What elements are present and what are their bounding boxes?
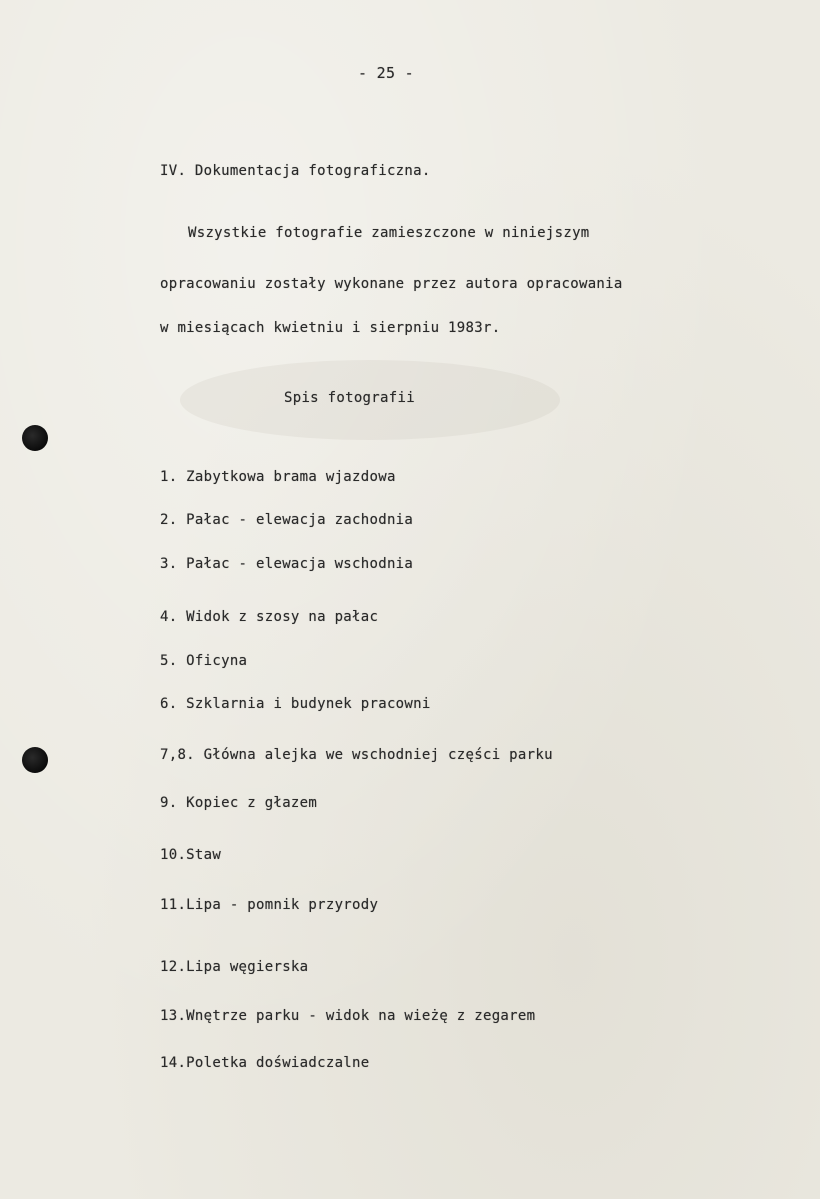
list-item: 6. Szklarnia i budynek pracowni xyxy=(160,696,431,712)
list-item: 13.Wnętrze parku - widok na wieżę z zegarem xyxy=(160,1008,536,1024)
list-item: 11.Lipa - pomnik przyrody xyxy=(160,897,379,913)
list-item: 9. Kopiec z głazem xyxy=(160,795,318,811)
punch-hole xyxy=(22,747,48,773)
list-item: 12.Lipa węgierska xyxy=(160,959,309,975)
list-item: 7,8. Główna alejka we wschodniej części parku xyxy=(160,747,553,763)
list-item: 10.Staw xyxy=(160,847,222,863)
list-item: 3. Pałac - elewacja wschodnia xyxy=(160,556,414,572)
intro-line: Wszystkie fotografie zamieszczone w niniejszym xyxy=(188,225,590,241)
intro-line: w miesiącach kwietniu i sierpniu 1983r. xyxy=(160,320,501,336)
section-heading: IV. Dokumentacja fotograficzna. xyxy=(160,163,431,179)
page-number: - 25 - xyxy=(358,64,414,82)
list-item: 1. Zabytkowa brama wjazdowa xyxy=(160,469,396,485)
intro-line: opracowaniu zostały wykonane przez autora opracowania xyxy=(160,276,623,292)
list-item: 4. Widok z szosy na pałac xyxy=(160,609,379,625)
list-item: 2. Pałac - elewacja zachodnia xyxy=(160,512,414,528)
list-item: 14.Poletka doświadczalne xyxy=(160,1055,370,1071)
punch-hole xyxy=(22,425,48,451)
list-item: 5. Oficyna xyxy=(160,653,248,669)
list-title: Spis fotografii xyxy=(284,390,415,406)
